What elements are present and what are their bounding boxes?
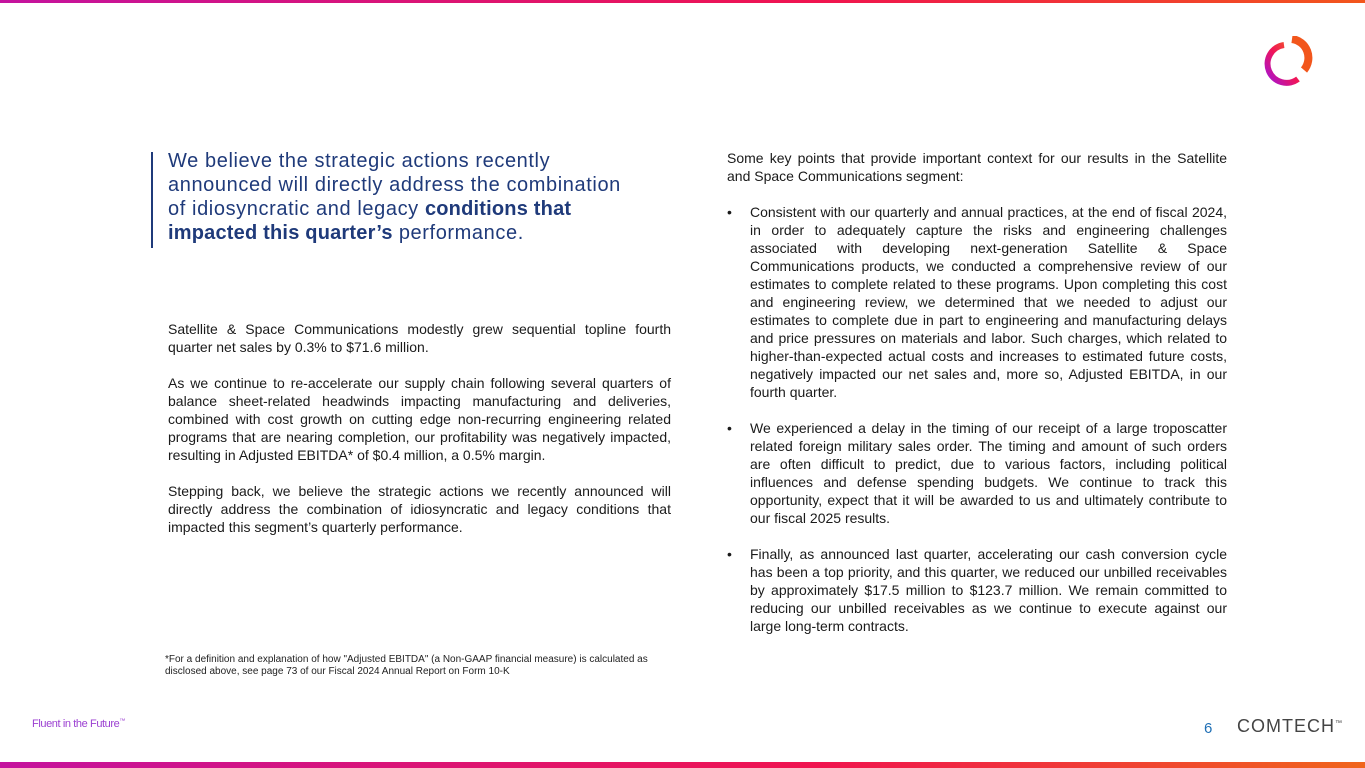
bullet-icon: • (727, 204, 732, 220)
right-intro: Some key points that provide important context for our results in the Satellite and Space Communications segment: (727, 150, 1227, 184)
section-heading (168, 149, 638, 245)
top-accent-bar (0, 0, 1365, 3)
list-item (727, 419, 1227, 527)
footer-tagline (32, 718, 125, 730)
footnote: *For a definition and explanation of how "Adjusted EBITDA" (a Non-GAAP financial measure) is calculated as disclosed above, see page 73 of our Fiscal 2024 Annual Report on Form 10-K (165, 654, 648, 677)
heading-bold: conditions that impacted this quarter’s (168, 198, 572, 244)
page-number: 6 (1204, 720, 1213, 737)
heading-accent-line (151, 152, 153, 248)
list-item (727, 203, 1227, 401)
right-body-text (727, 149, 1227, 653)
heading-part1: We believe the strategic actions recently announced will directly address the combination of idiosyncratic and legacy (168, 150, 621, 220)
brand-trademark: ™ (1335, 720, 1343, 727)
bottom-accent-bar (0, 762, 1365, 768)
list-item-text: We experienced a delay in the timing of our receipt of a large troposcatter related foreign military sales order. The timing and amount of such orders are often difficult to predict, due to various factors, including political influences and defense spending budgets. We continue to track this opportunity, expect that it will be awarded to us and ultimately contribute to our fiscal 2025 results. (750, 420, 1227, 526)
list-item-text: Finally, as announced last quarter, accelerating our cash conversion cycle has been a top priority, and this quarter, we reduced our unbilled receivables by approximately $17.5 million to $123.7 million. We remain committed to reducing our unbilled receivables as we continue to execute against our large long-term contracts. (750, 546, 1227, 634)
brand-logo (1237, 716, 1343, 737)
left-paragraph: As we continue to re-accelerate our supply chain following several quarters of balance sheet-related headwinds impacting manufacturing and deliveries, combined with cost growth on cutting edge non-recurring engineering related programs that are nearing completion, our profitability was negatively impacted, resulting in Adjusted EBITDA* of $0.4 million, a 0.5% margin. (168, 375, 671, 463)
list-item-text: Consistent with our quarterly and annual practices, at the end of fiscal 2024, in order to adequately capture the risks and engineering challenges associated with developing next-generation Satellite & Space Communications products, we conducted a comprehensive review of our estimates to complete related to these programs. Upon completing this cost and engineering review, we determined that we needed to adjust our estimates to complete due in part to engineering and manufacturing delays and price pressures on materials and labor. Such charges, which related to higher-than-expected actual costs and increases to estimated future costs, negatively impacted our net sales and, more so, Adjusted EBITDA, in our fourth quarter. (750, 204, 1227, 400)
brand-text: COMTECH (1237, 716, 1335, 736)
list-item (727, 545, 1227, 635)
left-paragraph: Stepping back, we believe the strategic actions we recently announced will directly address the combination of idiosyncratic and legacy conditions that impacted this segment’s quarterly performance. (168, 483, 671, 535)
key-points-list (727, 203, 1227, 635)
bullet-icon: • (727, 420, 732, 436)
comtech-ring-logo-icon (1258, 36, 1318, 92)
tagline-text: Fluent in the Future (32, 718, 120, 730)
left-paragraph: Satellite & Space Communications modestly grew sequential topline fourth quarter net sales by 0.3% to $71.6 million. (168, 321, 671, 355)
left-body-text (168, 320, 671, 554)
bullet-icon: • (727, 546, 732, 562)
heading-part2: performance. (392, 222, 524, 244)
tagline-trademark: ™ (119, 718, 125, 725)
